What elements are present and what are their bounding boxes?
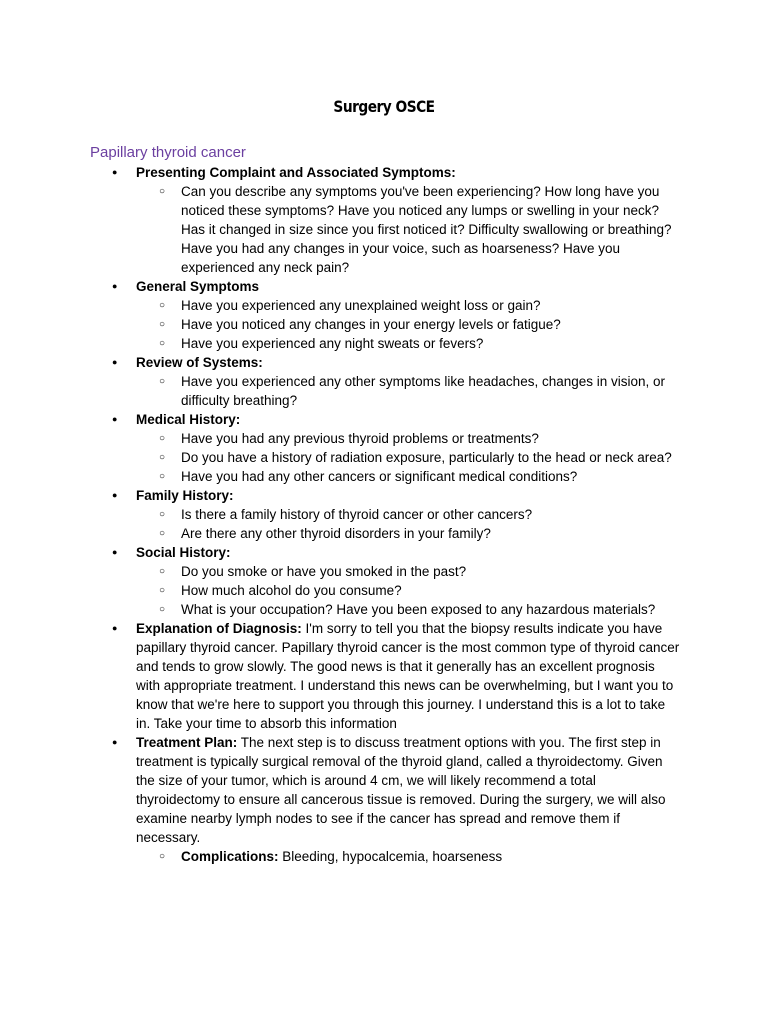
treatment-text: The next step is to discuss treatment options with you. The first step in treatment is typically surgical removal of the thyroid gland, called a thyroidectomy. Given the size of your tumor, which is around 4 cm, we will likely recommend a total thyroidectomy to ensure all cancerous tissue is removed. During the surgery, we will also examine nearby lymph nodes to see if the cancer has spread and remove them if necessary. [136, 735, 666, 845]
list-item: ○ What is your occupation? Have you been exposed to any hazardous materials? [181, 600, 682, 619]
outline-label: Presenting Complaint and Associated Symptoms: [136, 165, 456, 180]
outline-item-medical-history [112, 410, 682, 486]
list-item: ○ How much alcohol do you consume? [181, 581, 682, 600]
outline-item-social-history [112, 543, 682, 619]
outline-item-family-history [112, 486, 682, 543]
outline-item-review-of-systems [112, 353, 682, 410]
list-item: ○ Do you smoke or have you smoked in the past? [181, 562, 682, 581]
outline-label: Social History: [136, 545, 231, 560]
outline-label: Family History: [136, 488, 234, 503]
diagnosis-text: I'm sorry to tell you that the biopsy results indicate you have papillary thyroid cancer. Papillary thyroid cancer is the most common type of thyroid cancer and tends to grow slowly. The good news is that it generally has an excellent prognosis with appropriate treatment. I understand this news can be overwhelming, but I want you to know that we're here to support you through this journey. I understand this is a lot to take in. Take your time to absorb this information [136, 621, 680, 731]
list-item: ○ Do you have a history of radiation exposure, particularly to the head or neck area? [181, 448, 682, 467]
sub-list [136, 505, 682, 543]
sub-list [136, 182, 682, 277]
outline-list [112, 163, 682, 866]
sub-list [136, 372, 682, 410]
list-item: ○ Can you describe any symptoms you've been experiencing? How long have you noticed these symptoms? Have you noticed any lumps or swelling in your neck? Has it changed in size since you first noticed it? Difficulty swallowing or breathing? Have you had any changes in your voice, such as hoarseness? Have you experienced any neck pain? [181, 182, 682, 277]
outline-item-treatment-plan [112, 733, 682, 866]
outline-label: Explanation of Diagnosis: [136, 621, 302, 636]
outline-label: General Symptoms [136, 279, 260, 294]
outline-item-general-symptoms [112, 277, 682, 353]
outline-label: Medical History: [136, 412, 241, 427]
list-item-complications [181, 847, 682, 866]
list-item: ○ Is there a family history of thyroid cancer or other cancers? [181, 505, 682, 524]
outline-item-explanation-of-diagnosis [112, 619, 682, 733]
complications-label: Complications: [181, 849, 279, 864]
list-item: ○ Have you experienced any night sweats or fevers? [181, 334, 682, 353]
list-item: ○ Have you experienced any unexplained weight loss or gain? [181, 296, 682, 315]
sub-list [136, 429, 682, 486]
outline-label: Treatment Plan: [136, 735, 238, 750]
list-item: ○ Are there any other thyroid disorders in your family? [181, 524, 682, 543]
list-item: ○ Have you had any other cancers or significant medical conditions? [181, 467, 682, 486]
list-item: ○ Have you experienced any other symptoms like headaches, changes in vision, or difficulty breathing? [181, 372, 682, 410]
sub-list [136, 296, 682, 353]
sub-list [136, 562, 682, 619]
sub-list [136, 847, 682, 866]
page-title: Surgery OSCE [333, 97, 435, 116]
section-heading: Papillary thyroid cancer [90, 144, 246, 161]
outline-label: Review of Systems: [136, 355, 263, 370]
list-item: ○ Have you had any previous thyroid problems or treatments? [181, 429, 682, 448]
outline-item-presenting-complaint [112, 163, 682, 277]
list-item: ○ Have you noticed any changes in your energy levels or fatigue? [181, 315, 682, 334]
complications-text: Bleeding, hypocalcemia, hoarseness [278, 849, 503, 864]
